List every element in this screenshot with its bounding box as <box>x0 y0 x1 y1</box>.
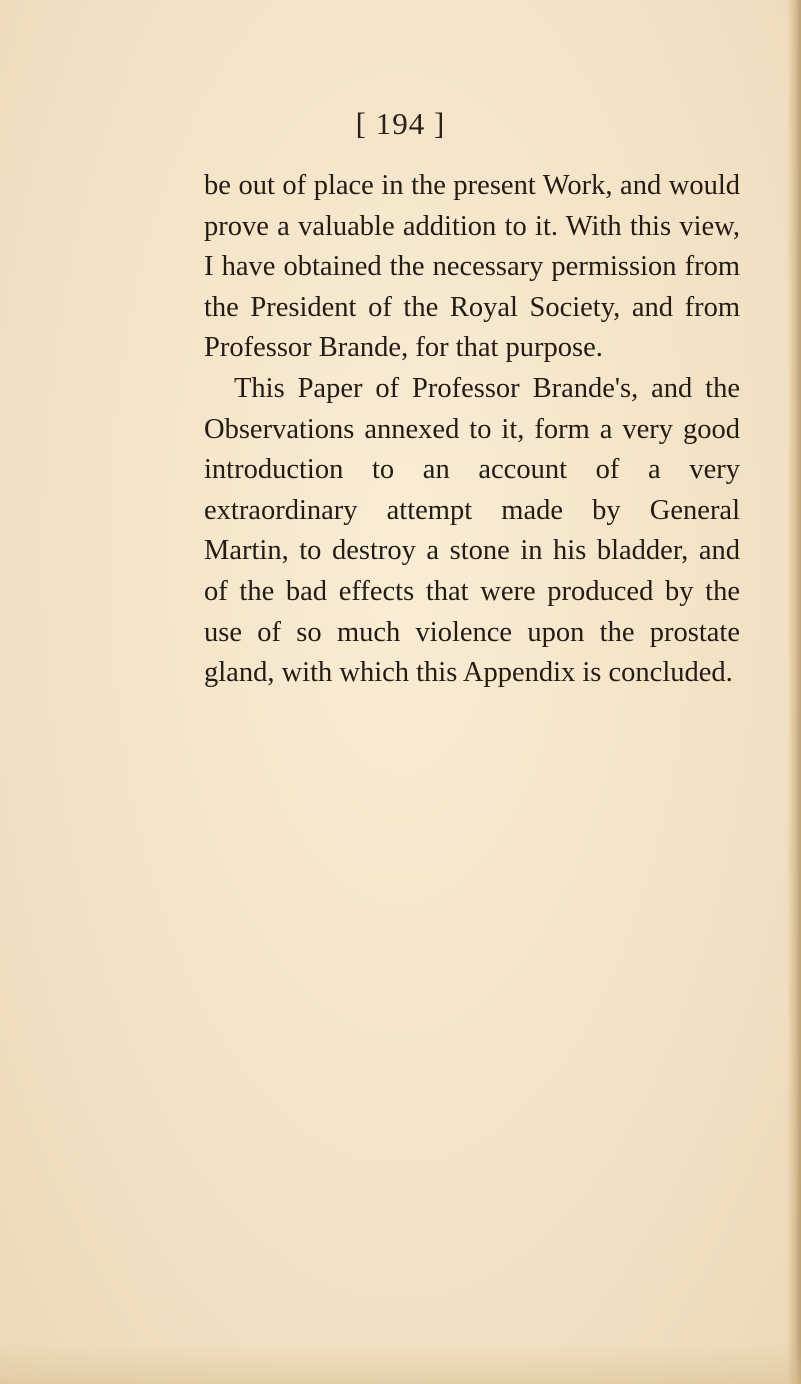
page-edge-shadow <box>787 0 801 1384</box>
paragraph: This Paper of Professor Brande's, and the Observations annexed to it, form a very good introduction to an account of a very extraordinary attempt made by General Martin, to destroy a stone in his bladder, and of the bad effects that were produced by the use of so much violence upon the prostate gland, with which this Appendix is concluded. <box>204 372 740 689</box>
page-bottom-shade <box>0 1344 801 1384</box>
body-text <box>204 166 740 694</box>
page-number: [ 194 ] <box>355 106 446 141</box>
paragraph-continuation: be out of place in the present Work, and would prove a valuable addition to it. With this view, I have obtained the necessary permission from the President of the Royal Society, and from Professor Brande, for that purpose. <box>204 170 740 364</box>
